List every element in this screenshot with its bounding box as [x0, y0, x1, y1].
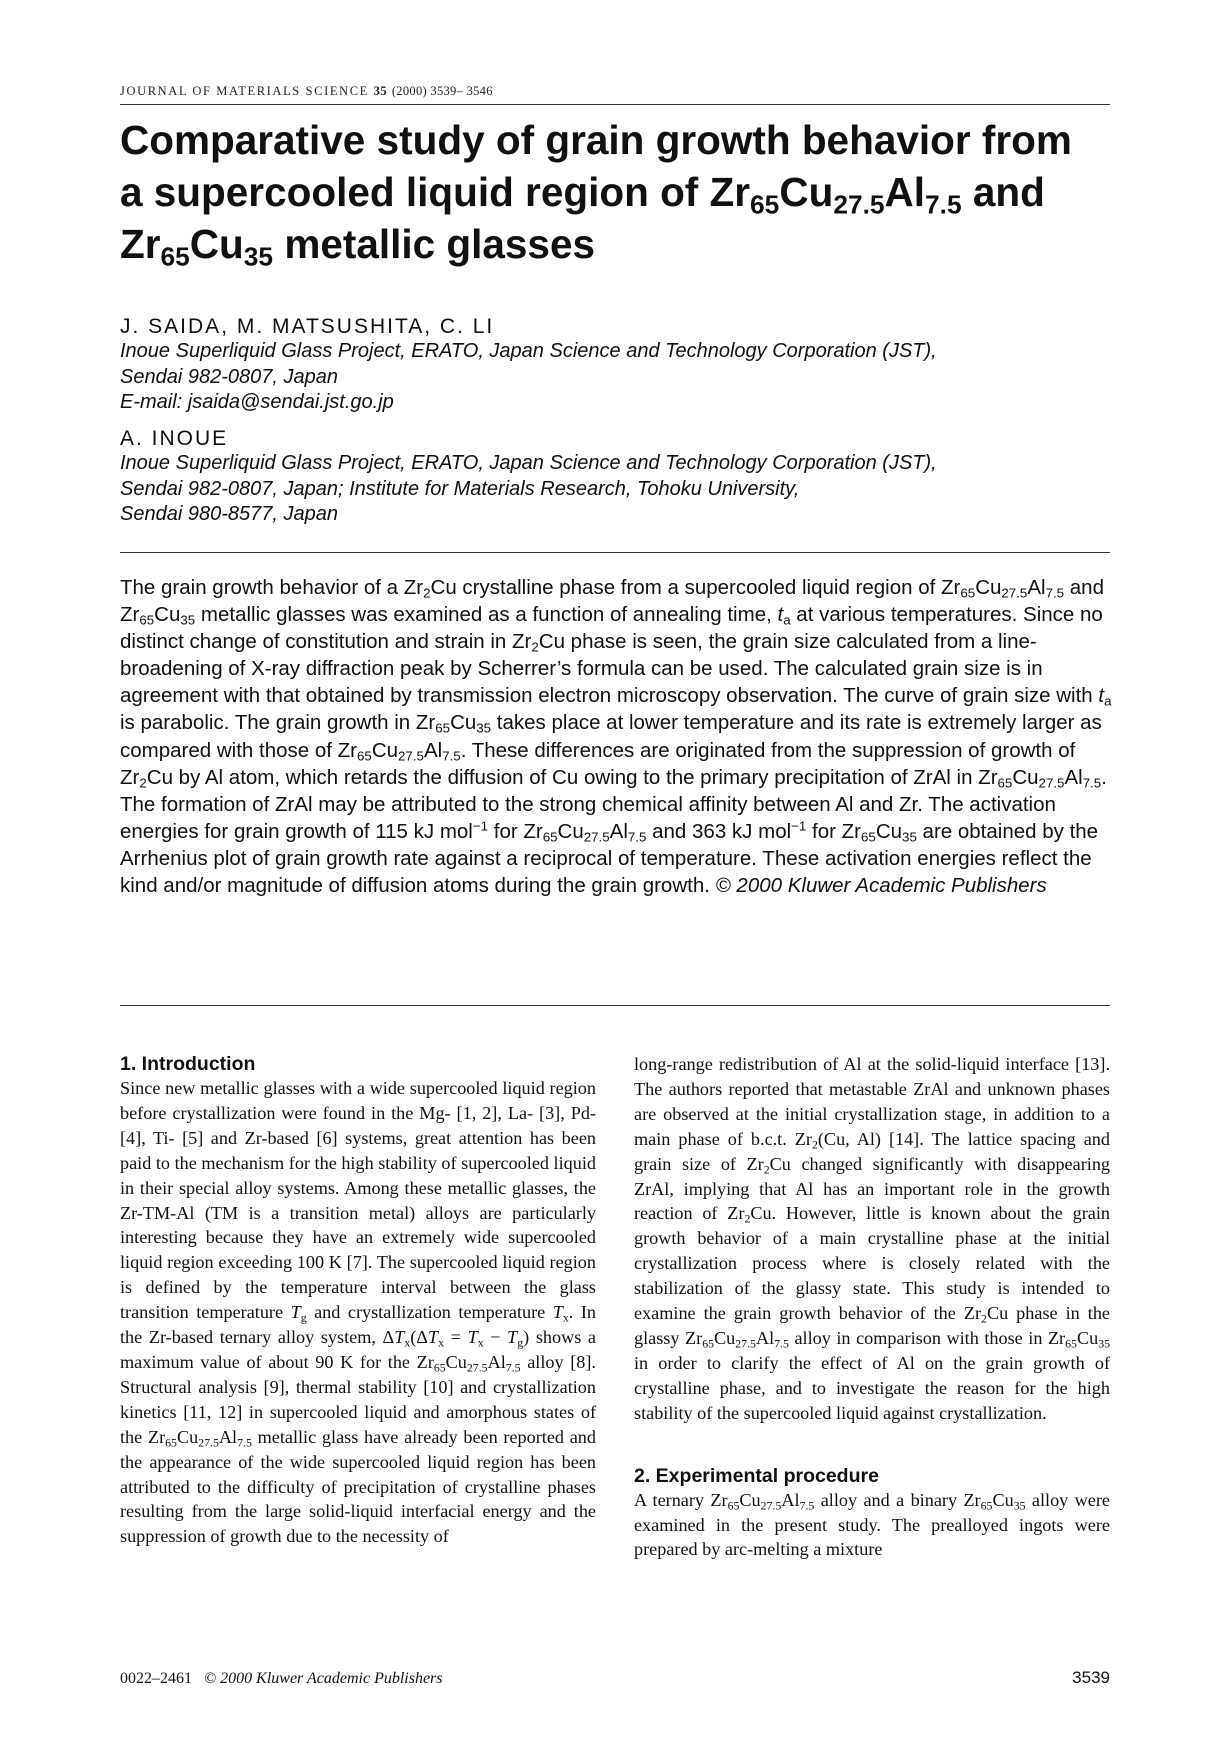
section-heading-introduction: 1. Introduction [120, 1053, 256, 1075]
affiliation-group-1: Inoue Superliquid Glass Project, ERATO, Japan Science and Technology Corporation (JST), Sendai 982-0807, Japan E-mail: jsaida@sendai.jst.go.jp [120, 339, 1120, 416]
page-number: 3539 [1072, 1668, 1110, 1687]
issn: 0022–2461 [120, 1670, 192, 1687]
author-names-group-2: A. INOUE [120, 427, 229, 450]
journal-name: JOURNAL OF MATERIALS SCIENCE [120, 84, 369, 98]
abstract-bottom-rule [120, 1005, 1110, 1006]
introduction-paragraph-continued: long-range redistribution of Al at the solid-liquid interface [13]. The authors reported that metastable ZrAl and unknown phases are observed at the initial crystallization stage, in addition to a main phase of b.c.t. $Zr_2(Cu$, Al) [14]. The lattice spacing and grain size of $Zr_2Cu$ changed significantly with disappearing ZrAl, implying that Al has an important role in the growth reaction of $Zr_2Cu$. However, little is known about the grain growth behavior of a main crystalline phase at the initial crystallization process where is closely related with the stabilization of the glassy state. This study is intended to examine the grain growth behavior of the $Zr_2Cu$ phase in the glassy $Zr_{65}Cu_{27.5}Al_{7.5}$ alloy in comparison with those in $Zr_{65}Cu_{35}$ in order to clarify the effect of Al on the grain growth of crystalline phase, and to investigate the reason for the high stability of the supercooled liquid against crystallization. [634, 1054, 1111, 1423]
left-column [120, 1052, 596, 1549]
running-head [120, 84, 1110, 99]
header-rule [120, 104, 1110, 105]
abstract: The grain growth behavior of a $Zr_2Cu$ crystalline phase from a supercooled liquid region of $Zr_{65}Cu_{27.5}Al_{7.5}$ and $Zr_{65}Cu_{35}$ metallic glasses was examined as a function of annealing time, $t_a$ at various temperatures. Since no distinct change of constitution and strain in $Zr_2Cu$ phase is seen, the grain size calculated from a line-broadening of X-ray diffraction peak by Scherrer’s formula can be used. The calculated grain size is in agreement with that obtained by transmission electron microscopy observation. The curve of grain size with $t_a$ is parabolic. The grain growth in $Zr_{65}Cu_{35}$ takes place at lower temperature and its rate is extremely larger as compared with those of $Zr_{65}Cu_{27.5}Al_{7.5}$. These differences are originated from the suppression of growth of $Zr_2Cu$ by Al atom, which retards the diffusion of Cu owing to the primary precipitation of ZrAl in $Zr_{65}Cu_{27.5}Al_{7.5}$. The formation of ZrAl may be attributed to the strong chemical affinity between Al and Zr. The activation energies for grain growth of 115 kJ mol$^{-1}$ for $Zr_{65}Cu_{27.5}Al_{7.5}$ and 363 kJ mol$^{-1}$ for $Zr_{65}Cu_{35}$ are obtained by the Arrhenius plot of grain growth rate against a reciprocal of temperature. These activation energies reflect the kind and/or magnitude of diffusion atoms during the grain growth. © 2000 Kluwer Academic Publishers [120, 576, 1112, 898]
experimental-paragraph: A ternary $Zr_{65}Cu_{27.5}Al_{7.5}$ alloy and a binary $Zr_{65}Cu_{35}$ alloy were examined in the present study. The prealloyed ingots were prepared by arc-melting a mixture [634, 1489, 1110, 1560]
footer-copyright: © 2000 Kluwer Academic Publishers [204, 1670, 443, 1687]
journal-year-pages: (2000) 3539– 3546 [391, 84, 493, 98]
introduction-paragraph: Since new metallic glasses with a wide supercooled liquid region before crystallization were found in the Mg- [1, 2], La- [3], Pd- [4], Ti- [5] and Zr-based [6] systems, great attention has been paid to the mechanism for the high stability of supercooled liquid in their special alloy systems. Among these metallic glasses, the Zr-TM-Al (TM is a transition metal) alloys are particularly interesting because they have an extremely wide supercooled liquid region exceeding 100 K [7]. The supercooled liquid region is defined by the temperature interval between the glass transition temperature $T_g$ and crystallization temperature $T_x$. In the Zr-based ternary alloy system, $\Delta T_x(\Delta T_x = T_x - T_g)$ shows a maximum value of about 90 K for the $Zr_{65}Cu_{27.5}Al_{7.5}$ alloy [8]. Structural analysis [9], thermal stability [10] and crystallization kinetics [11, 12] in supercooled liquid and amorphous states of the $Zr_{65}Cu_{27.5}Al_{7.5}$ metallic glass have already been reported and the appearance of the wide supercooled liquid region has been attributed to the difficulty of precipitation of crystalline phases resulting from the large solid-liquid interfacial energy and the suppression of growth due to the necessity of [120, 1078, 596, 1547]
affiliation-group-2: Inoue Superliquid Glass Project, ERATO, Japan Science and Technology Corporation (JST), Sendai 982-0807, Japan; Institute for Materials Research, Tohoku University, Sendai 980-8577, Japan [120, 452, 937, 525]
author-names-group-1: J. SAIDA, M. MATSUSHITA, C. LI [120, 315, 495, 338]
right-column [634, 1052, 1110, 1562]
author-email[interactable]: E-mail: jsaida@sendai.jst.go.jp [120, 391, 394, 413]
abstract-copyright: © 2000 Kluwer Academic Publishers [715, 874, 1047, 898]
journal-volume: 35 [373, 84, 388, 98]
abstract-top-rule [120, 552, 1110, 553]
section-heading-experimental: 2. Experimental procedure [634, 1464, 879, 1487]
article-title: Comparative study of grain growth behavior from a supercooled liquid region of $Zr_{65}Cu_{27.5}Al_{7.5}$ and $Zr_{65}Cu_{35}$ metallic glasses [120, 117, 1072, 272]
footer-left [120, 1670, 443, 1688]
